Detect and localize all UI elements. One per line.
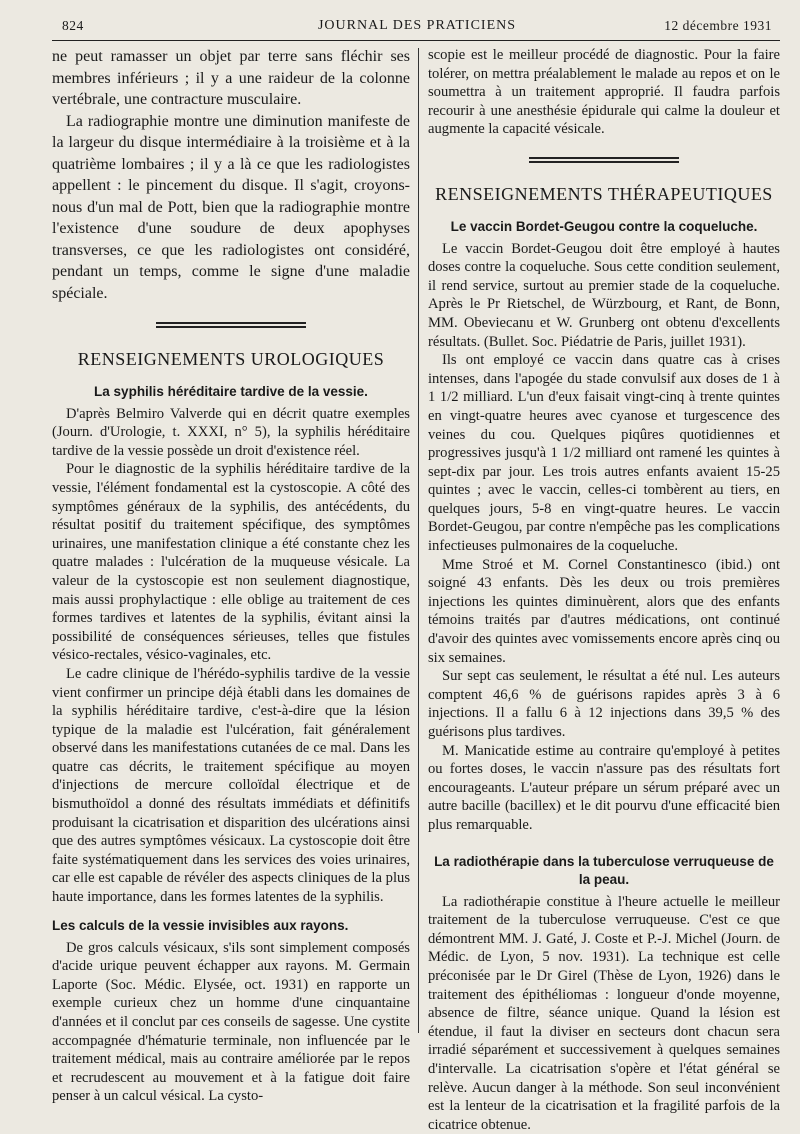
column-divider	[418, 48, 419, 1033]
paragraph: D'après Belmiro Valverde qui en décrit quatre exemples (Journ. d'Urologie, t. XXXI, n° 5), la syphilis héréditaire tardive de la vessie possède un droit d'existence réel.	[52, 405, 410, 459]
paragraph: scopie est le meilleur procédé de diagnostic. Pour la faire tolérer, on mettra préalablement le malade au repos et on le soumettra à un traitement approprié. Il faudra parfois recourir à une anesthésie épidurale qui calme la douleur et augmente la capacité vésicale.	[428, 47, 780, 138]
paragraph: Sur sept cas seulement, le résultat a été nul. Les auteurs comptent 46,6 % de guérisons rapides après 3 à 6 injections. Il a fallu 6 à 12 injections dans 39,5 % des guérisons plus tardives.	[428, 668, 780, 740]
section-divider	[529, 157, 679, 163]
page-header	[62, 18, 772, 40]
right-column	[428, 46, 780, 1134]
article-title-calculs: Les calculs de la vessie invisibles aux rayons.	[52, 917, 349, 933]
paragraph: De gros calculs vésicaux, s'ils sont simplement composés d'acide urique peuvent échapper aux rayons. M. Germain Laporte (Soc. Médic. Elysée, oct. 1931) en rapporte un exemple curieux chez un homme d'une cinquantaine d'années et il conclut par ces conseils de sagesse. Une cystite accompagnée d'hématurie terminale, non influencée par le traitement médical, mais au contraire améliorée par le repos et recrudescent au mouvement et à la fatigue doit faire penser à un calcul vésical. La cysto-	[52, 939, 410, 1105]
article-title-vaccin: Le vaccin Bordet-Geugou contre la coqueluche.	[450, 218, 758, 234]
paragraph: Le vaccin Bordet-Geugou doit être employé à hautes doses contre la coqueluche. Sous cette condition seulement, il rend service, surtout au premier stade de la coqueluche. Après le Pr Rietschel, de Würzbourg, et Rant, de Bonn, MM. Obeviecanu et W. Grunberg ont obtenu d'excellents résultats. (Bullet. Soc. Piédatrie de Paris, juillet 1931).	[428, 240, 780, 350]
paragraph: Pour le diagnostic de la syphilis héréditaire tardive de la vessie, l'élément fondamental est la cystoscopie. A côté des symptômes généraux de la syphilis, des antécédents, du résultat positif du traitement spécifique, des symptômes urinaires, une manifestation clinique a été constante chez les quatre malades : l'ulcération de la muqueuse vésicale. La valeur de la cystoscopie est non seulement diagnostique, mais aussi prophylactique : elle oblige au traitement de ces formes tardives et latentes de la syphilis, évitant ainsi la possibilité de conséquences sérieuses, telles que fistules vésico-rectales, vésico-vaginales, etc.	[52, 461, 410, 664]
journal-title: JOURNAL DES PRATICIENS	[317, 18, 517, 33]
paragraph: Ils ont employé ce vaccin dans quatre cas à crises intenses, dans l'apogée du stade convulsif aux doses de 1 à 1 1/2 milliard. L'un d'eux faisait vingt-cinq à trente quintes en vingt-quatre heures avec cyanose et turgescence des veines du cou. Quelques piqûres quotidiennes et progressives jusqu'à 1 1/2 milliard ont ramené les quintes à sept-dix par jour. Les trois autres enfants avaient 15-25 quintes ; avec le vaccin, celles-ci tombèrent au tiers, en quelques jours, 5-8 en vingt-quatre heures. Le vaccin Bordet-Geugou, par contre n'empêche pas les complications infectieuses pulmonaires de la coqueluche.	[428, 352, 780, 555]
paragraph: La radiothérapie constitue à l'heure actuelle le meilleur traitement de la tuberculose verruqueuse. C'est ce que démontrent MM. J. Gaté, J. Coste et P.-J. Michel (Journ. de Médic. de Lyon, 5 nov. 1931). La technique est celle préconisée par le Dr Girel (Thèse de Lyon, 1926) dans le traitement des épithéliomas : longueur d'onde moyenne, absence de filtre, séance unique. Quand la lésion est étendue, il faut la diviser en secteurs dont chacun sera irradié séparément et successivement à quelques semaines d'intervalle. La cicatrisation s'opère et l'état général se relève. Aucun danger à la méthode. Son seul inconvénient est la lenteur de la cicatrisation et la fragilité parfois de la cicatrice obtenue.	[428, 893, 780, 1133]
header-rule	[52, 40, 780, 41]
article-title-syphilis: La syphilis héréditaire tardive de la vessie.	[94, 383, 368, 399]
page-number: 824	[62, 18, 84, 33]
issue-date: 12 décembre 1931	[664, 18, 772, 33]
paragraph: La radiographie montre une diminution manifeste de la largeur du disque intermédiaire à la troisième et à la quatrième lombaires ; il y a là ce que les radiologistes appellent : le pincement du disque. Il s'agit, croyons-nous d'un mal de Pott, bien que la radiographie montre l'existence d'une soudure de deux apophyses transverses, ce que les radiologistes ont considéré, pendant un temps, comme le signe d'une maladie spéciale.	[52, 112, 410, 302]
paragraph: ne peut ramasser un objet par terre sans fléchir ses membres inférieurs ; il y a une raideur de la colonne vertébrale, une contracture musculaire.	[52, 48, 410, 108]
paragraph: M. Manicatide estime au contraire qu'employé à petites ou fortes doses, le vaccin n'assure pas des résultats fort encourageants. L'auteur prépare un sérum préparé avec un autre bacille (bacillex) et le dit pourvu d'une efficacité bien plus remarquable.	[428, 742, 780, 833]
paragraph: Mme Stroé et M. Cornel Constantinesco (ibid.) ont soigné 43 enfants. Dès les deux ou trois premières injections les quintes diminuèrent, alors que des enfants témoins traités par d'autres médications, ont continué d'avoir des quintes avec vomissements encore après cinq ou six semaines.	[428, 556, 780, 666]
article-title-radiotherapie: La radiothérapie dans la tuberculose verruqueuse de la peau.	[434, 853, 774, 887]
section-divider	[156, 322, 306, 328]
left-lead-text	[52, 46, 410, 304]
section-title-therapeutiques: RENSEIGNEMENTS THÉRAPEUTIQUES	[435, 183, 773, 204]
left-column	[52, 46, 410, 1106]
paragraph: Le cadre clinique de l'hérédo-syphilis tardive de la vessie vient confirmer un principe déjà établi dans les domaines de la syphilis héréditaire tardive, c'est-à-dire que la lésion typique de la maladie est l'ulcération, fait généralement observé dans les manifestations cutanées de ce mal. Dans les quatre cas décrits, le traitement spécifique au moyen d'injections de mercure colloïdal électrique et de bismuthoïdol a donné des résultats immédiats et définitifs produisant la cicatrisation et disparition des ulcérations ainsi que des autres symptômes vésicaux. La cystoscopie doit être faite systématiquement dans les services des voies urinaires, car elle est capable de révéler des aspects cliniques de la plus haute importance, dans les formes latentes de la syphilis.	[52, 665, 410, 906]
section-title-urologiques: RENSEIGNEMENTS UROLOGIQUES	[77, 349, 385, 369]
spacer	[428, 835, 780, 843]
